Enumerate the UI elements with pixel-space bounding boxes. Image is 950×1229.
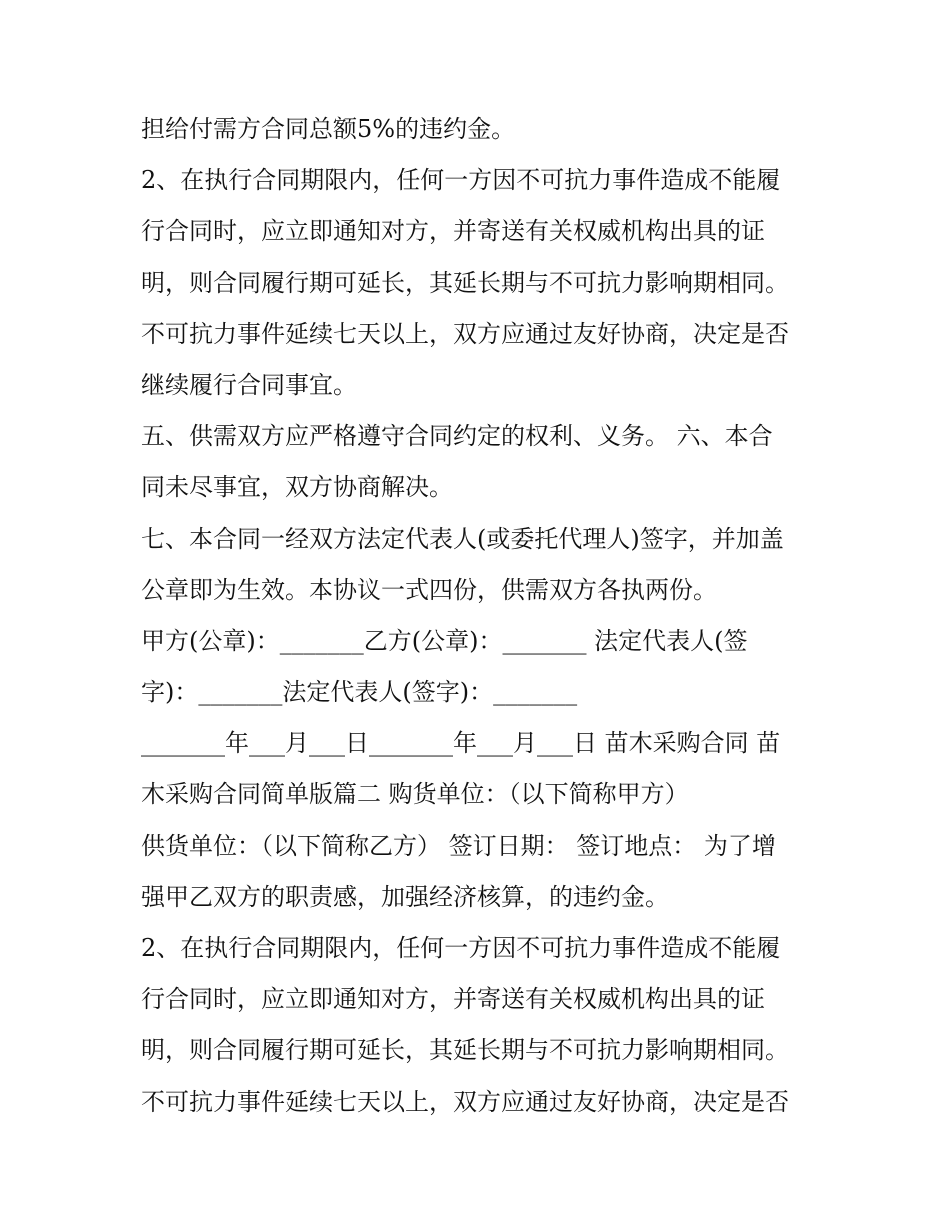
document-body bbox=[141, 104, 831, 1128]
text-line: 五、供需双方应严格遵守合同约定的权利、义务。 六、本合 bbox=[141, 422, 773, 451]
text-line: 2、在执行合同期限内，任何一方因不可抗力事件造成不能履 bbox=[141, 166, 781, 195]
text-line: 2、在执行合同期限内，任何一方因不可抗力事件造成不能履 bbox=[141, 934, 781, 962]
date-line: _______年___月___日_______年___月___日 苗木采购合同 苗 bbox=[141, 729, 781, 758]
text-line: 强甲乙双方的职责感，加强经济核算，的违约金。 bbox=[141, 882, 669, 911]
text-line: 继续履行合同事宜。 bbox=[141, 370, 357, 399]
text-line: 明，则合同履行期可延长，其延长期与不可抗力影响期相同。 bbox=[141, 268, 789, 297]
text-line: 不可抗力事件延续七天以上，双方应通过友好协商，决定是否 bbox=[141, 1087, 789, 1116]
text-line: 行合同时，应立即通知对方，并寄送有关权威机构出具的证 bbox=[141, 985, 765, 1014]
text-line: 明，则合同履行期可延长，其延长期与不可抗力影响期相同。 bbox=[141, 1036, 789, 1065]
text-line: 木采购合同简单版篇二 购货单位：（以下简称甲方） bbox=[141, 780, 689, 809]
text-line: 担给付需方合同总额5%的违约金。 bbox=[141, 115, 516, 143]
signature-line: 甲方(公章)：_______乙方(公章)：_______ 法定代表人(签 bbox=[141, 626, 748, 655]
text-line: 公章即为生效。本协议一式四份，供需双方各执两份。 bbox=[141, 575, 717, 604]
text-line: 不可抗力事件延续七天以上，双方应通过友好协商，决定是否 bbox=[141, 319, 789, 348]
text-line: 供货单位：（以下简称乙方） 签订日期： 签订地点： 为了增 bbox=[141, 831, 776, 860]
signature-line: 字)：_______法定代表人(签字)：_______ bbox=[141, 678, 578, 707]
text-line: 行合同时，应立即通知对方，并寄送有关权威机构出具的证 bbox=[141, 217, 765, 246]
text-line: 同未尽事宜，双方协商解决。 bbox=[141, 473, 453, 502]
text-line: 七、本合同一经双方法定代表人(或委托代理人)签字，并加盖 bbox=[141, 524, 784, 553]
